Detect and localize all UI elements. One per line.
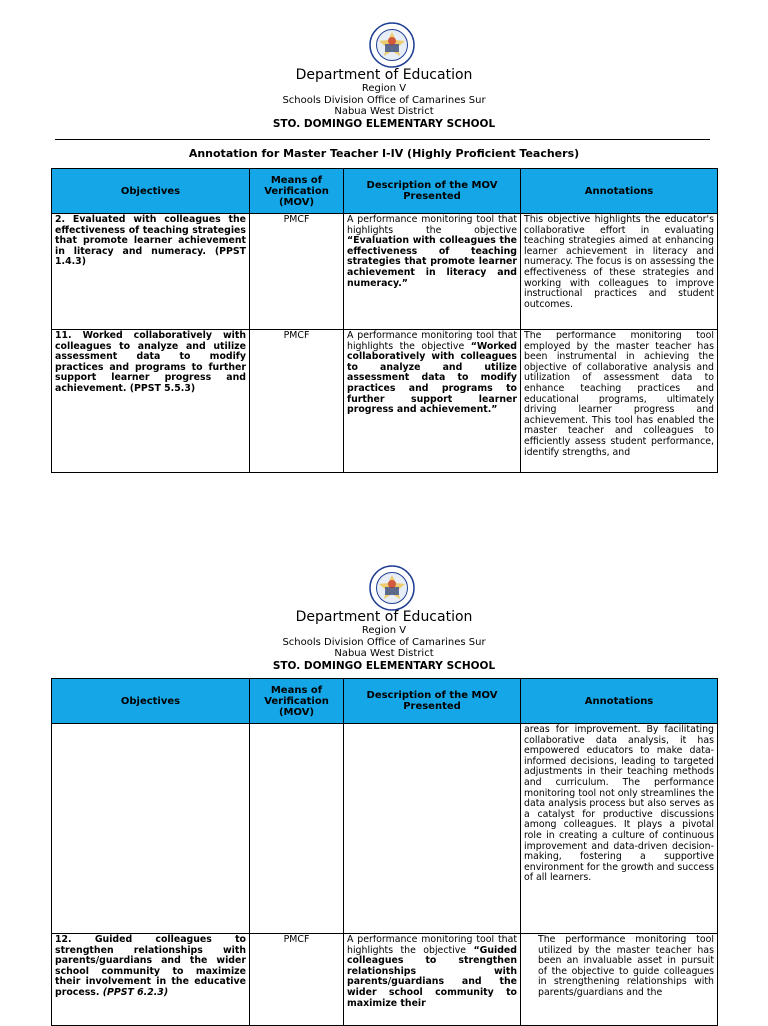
department-name: Department of Education: [295, 67, 473, 83]
col-header-mov: Means of Verification (MOV): [250, 169, 344, 214]
annotation-cell: [521, 934, 718, 1026]
mov-cell: PMCF: [250, 214, 344, 330]
col-header-annotations: Annotations: [521, 679, 718, 724]
description-intro: A performance monitoring tool that highlights the objective: [347, 330, 517, 352]
annotation-text: The performance monitoring tool utilized by the master teacher has been an invaluable asset in pursuit of the objective to guide colleagues in strengthening relationships with parents/guardians and the: [538, 935, 714, 998]
district-label: Nabua West District: [334, 106, 434, 118]
school-name: STO. DOMINGO ELEMENTARY SCHOOL: [272, 659, 496, 672]
department-name: Department of Education: [295, 609, 473, 625]
description-cell-empty: [344, 724, 521, 934]
region-label: Region V: [361, 625, 407, 637]
objective-text: 12. Guided colleagues to strengthen relationships with parents/guardians and the wider school community to maximize their involvement in the educative process.: [55, 934, 246, 998]
objective-cell: 2. Evaluated with colleagues the effectiveness of teaching strategies that promote learner achievement in literacy and numeracy. (PPST 1.4.3): [52, 214, 250, 330]
school-name: STO. DOMINGO ELEMENTARY SCHOOL: [272, 117, 496, 130]
district-label: Nabua West District: [334, 648, 434, 660]
mov-cell: PMCF: [250, 330, 344, 473]
description-cell: [344, 934, 521, 1026]
objective-ref: (PPST 6.2.3): [102, 986, 169, 998]
table-row: [52, 934, 718, 1026]
description-quote: “Evaluation with colleagues the effectiveness of teaching strategies that promote learner achievement in literacy and numeracy.”: [347, 235, 517, 289]
deped-seal-icon: [369, 565, 415, 611]
mov-cell-empty: [250, 724, 344, 934]
col-header-description: Description of the MOV Presented: [344, 169, 521, 214]
table-row: [52, 724, 718, 934]
col-header-objectives: Objectives: [52, 169, 250, 214]
col-header-objectives: Objectives: [52, 679, 250, 724]
objective-cell: [52, 934, 250, 1026]
col-header-annotations: Annotations: [521, 169, 718, 214]
division-label: Schools Division Office of Camarines Sur: [282, 94, 486, 106]
annotation-text: The performance monitoring tool employed by the master teacher has been instrumental in achieving the objective of collaborative analysis and utilization of assessment data to enhance teaching practices and educational programs, ultimately driving learner progress and achievement. This tool has enabled the master teacher and colleagues to efficiently assess student performance, identify strengths, and: [524, 331, 714, 458]
annotation-cell: This objective highlights the educator's collaborative effort in evaluating teaching strategies aimed at enhancing learner achievement in literacy and numeracy. The focus is on assessing the effectiveness of these strategies and working with colleagues to improve instructional practices and student outcomes.: [521, 214, 718, 330]
description-quote: “Worked collaboratively with colleagues to analyze and utilize assessment data to modify practices and programs to further support learner progress and achievement.”: [347, 340, 517, 416]
description-intro: A performance monitoring tool that highlights the objective: [347, 935, 517, 956]
annotation-title: Annotation for Master Teacher I-IV (Highly Proficient Teachers): [188, 147, 580, 160]
region-label: Region V: [361, 83, 407, 95]
objective-cell: 11. Worked collaboratively with colleagues to analyze and utilize assessment data to modify practices and programs to further support learner progress and achievement. (PPST 5.5.3): [52, 330, 250, 473]
page2-letterhead: [0, 609, 768, 672]
mov-cell: PMCF: [250, 934, 344, 1026]
objective-cell-empty: [52, 724, 250, 934]
col-header-mov: Means of Verification (MOV): [250, 679, 344, 724]
col-header-description: Description of the MOV Presented: [344, 679, 521, 724]
description-quote: “Guided colleagues to strengthen relationships with parents/guardians and the wider school community to maximize their: [347, 944, 517, 1009]
description-intro: A performance monitoring tool that highlights the objective: [347, 214, 517, 236]
annotation-continuation-cell: areas for improvement. By facilitating collaborative data analysis, it has empowered educators to make data-informed decisions, leading to targeted adjustments in their teaching methods and curriculum. The performance monitoring tool not only streamlines the data analysis process but also serves as a catalyst for productive discussions among colleagues. It plays a pivotal role in creating a culture of continuous improvement and data-driven decision-making, fostering a supportive environment for the growth and success of all learners.: [521, 724, 718, 934]
division-label: Schools Division Office of Camarines Sur: [282, 636, 486, 648]
annotation-table-2: [51, 678, 718, 1026]
